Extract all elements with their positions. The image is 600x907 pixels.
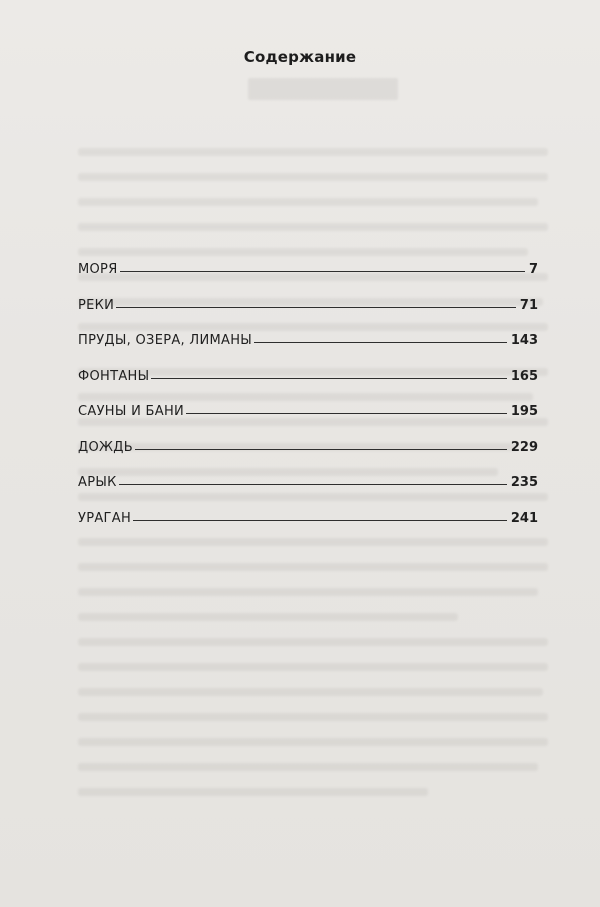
toc-leader-line (119, 484, 507, 485)
toc-entry-label: МОРЯ (78, 262, 118, 277)
toc-entry-seas[interactable] (78, 262, 538, 298)
ghost-line (78, 173, 548, 181)
toc-leader-line (254, 342, 507, 343)
toc-leader-line (135, 449, 507, 450)
toc-entry-label: САУНЫ И БАНИ (78, 404, 185, 419)
toc-entry-label: АРЫК (78, 475, 117, 490)
toc-entry-label: ДОЖДЬ (78, 439, 133, 455)
ghost-line (78, 563, 548, 571)
toc-entry-ponds-lakes-estuaries[interactable] (78, 333, 538, 369)
ghost-line (78, 248, 528, 256)
toc-entry-label: УРАГАН (78, 510, 132, 526)
ghost-line (78, 613, 458, 621)
toc-entry-page: 235 (510, 475, 538, 490)
ghost-line (78, 588, 538, 596)
toc-entry-rivers[interactable] (78, 298, 538, 334)
toc-leader-line (116, 307, 516, 308)
ghost-line (78, 223, 548, 231)
toc-entry-label: ФОНТАНЫ (78, 368, 150, 384)
toc-entry-page: 143 (510, 333, 538, 348)
toc-entry-page: 165 (510, 368, 538, 384)
ghost-line (78, 638, 548, 646)
toc-entry-fountains[interactable] (78, 369, 538, 405)
ghost-line (78, 738, 548, 746)
toc-entry-page: 195 (510, 404, 538, 419)
page-title: Содержание (243, 48, 357, 66)
ghost-heading (248, 78, 398, 100)
ghost-line (78, 148, 548, 156)
toc-leader-line (133, 520, 507, 521)
toc-entry-hurricane[interactable] (78, 511, 538, 547)
toc-entry-page: 229 (510, 439, 538, 455)
ghost-line (78, 198, 538, 206)
toc-entry-page: 71 (519, 297, 538, 313)
ghost-line (78, 713, 548, 721)
toc-leader-line (151, 378, 506, 379)
toc-entry-page: 241 (510, 510, 538, 526)
toc-entry-label: ПРУДЫ, ОЗЕРА, ЛИМАНЫ (78, 333, 253, 348)
ghost-line (78, 763, 538, 771)
toc-entry-aryk[interactable] (78, 475, 538, 511)
toc-leader-line (120, 271, 525, 272)
toc-entry-label: РЕКИ (78, 297, 115, 313)
toc-entry-page: 7 (528, 262, 538, 277)
table-of-contents (78, 262, 538, 546)
ghost-line (78, 663, 548, 671)
toc-entry-saunas-baths[interactable] (78, 404, 538, 440)
ghost-line (78, 688, 543, 696)
ghost-line (78, 788, 428, 796)
toc-entry-rain[interactable] (78, 440, 538, 476)
toc-leader-line (186, 413, 507, 414)
